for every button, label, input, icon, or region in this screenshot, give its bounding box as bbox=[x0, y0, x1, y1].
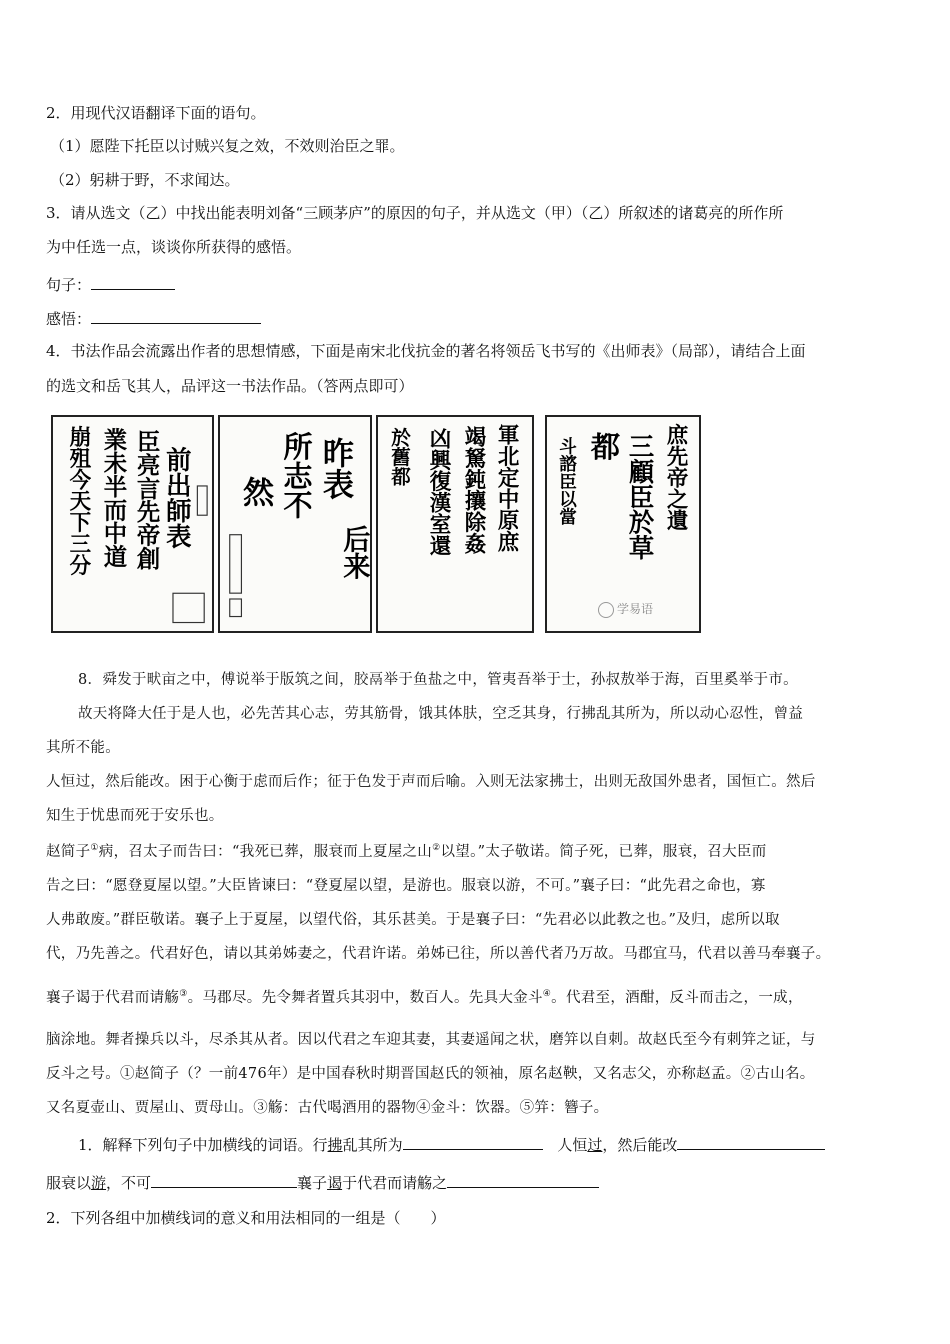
q3-sentence-label: 句子： bbox=[46, 276, 92, 294]
q8-para-3a: 人恒过，然后能改。困于心衡于虑而后作；征于色发于声而后喻。入则无法家拂士，出则无敌国外患者，国恒亡。然后 bbox=[46, 774, 816, 790]
q8-1-text: 襄子 bbox=[297, 1174, 328, 1192]
q8-para-4d: 代，乃先善之。代君好色，请以其弟姊妻之，代君许诺。弟姊已往，所以善代者乃万故。马郡宜马，代君以善马奉襄子。 bbox=[46, 946, 831, 962]
q8-para-2a: 故天将降大任于是人也，必先苦其心志，劳其筋骨，饿其体肤，空乏其身，行拂乱其所为，所以动心忍性，曾益 bbox=[78, 706, 804, 722]
calligraphy-panel-1-image bbox=[53, 417, 212, 631]
q8-text: 襄子谒于代君而请觞 bbox=[46, 990, 180, 1006]
calligraphy-3-col-3: 凶興復漢室還 bbox=[425, 427, 451, 557]
seal-stamp-2 bbox=[173, 593, 204, 622]
underlined-word: 拂 bbox=[327, 1136, 343, 1154]
calligraphy-1-col-2: 臣亮言先帝創 bbox=[132, 429, 161, 570]
q3-line-1: 3．请从选文（乙）中找出能表明刘备“三顾茅庐”的原因的句子，并从选文（甲）（乙）所叙述的诸葛亮的所作所 bbox=[46, 204, 784, 222]
calligraphy-4-col-4: 斗諮臣以當 bbox=[556, 437, 577, 525]
q2-title: 2．用现代汉语翻译下面的语句。 bbox=[46, 104, 266, 122]
q8-1-text: 乱其所为 bbox=[342, 1136, 403, 1154]
q8-para-4a bbox=[46, 842, 916, 862]
q8-para-4e bbox=[46, 988, 916, 1008]
q8-para-2b: 其所不能。 bbox=[46, 740, 120, 756]
calligraphy-2-col-2: 所志不 bbox=[278, 431, 313, 520]
q8-text: 以望。”太子敬诺。简子死，已葬，服衰，召大臣而 bbox=[440, 844, 767, 860]
calligraphy-panel-3 bbox=[376, 415, 534, 633]
q8-text: 。马郡尽。先令舞者置兵其羽中，数百人。先具大金斗 bbox=[187, 990, 543, 1006]
footnote-marker: ③ bbox=[179, 989, 188, 1000]
q2-sentence-2: （2）躬耕于野，不求闻达。 bbox=[50, 171, 240, 189]
calligraphy-2-col-4: 后来 bbox=[338, 524, 370, 580]
q8-para-3b: 知生于忧患而死于安乐也。 bbox=[46, 808, 224, 824]
calligraphy-panel-2 bbox=[218, 415, 372, 633]
q8-1-line-1 bbox=[78, 1134, 948, 1155]
calligraphy-panel-4-image bbox=[547, 417, 699, 631]
q8-para-1: 8．舜发于畎亩之中，傅说举于版筑之间，胶鬲举于鱼盐之中，管夷吾举于士，孙叔敖举于海，百里奚举于市。 bbox=[78, 672, 798, 688]
q8-para-4h: 又名夏壶山、贾屋山、贾母山。③觞：古代喝酒用的器物④金斗：饮器。⑤笄：簪子。 bbox=[46, 1100, 609, 1116]
calligraphy-panel-1 bbox=[51, 415, 214, 633]
seal-stamp-1 bbox=[197, 486, 207, 515]
q3-sentence-row bbox=[46, 274, 916, 295]
q8-1-text: 服衰以 bbox=[46, 1174, 92, 1192]
q3-sentence-blank[interactable] bbox=[91, 274, 175, 290]
q4-line-2: 的选文和岳飞其人，品评这一书法作品。（答两点即可） bbox=[46, 377, 414, 395]
q8-text: 病，召太子而告曰：“我死已葬，服衰而上夏屋之山 bbox=[98, 844, 433, 860]
underlined-word: 游 bbox=[91, 1174, 107, 1192]
seal-stamp-4 bbox=[230, 599, 242, 617]
calligraphy-panel-2-image bbox=[220, 417, 370, 631]
footnote-marker: ② bbox=[432, 843, 441, 854]
watermark bbox=[598, 600, 698, 622]
calligraphy-3-col-2: 竭駑鈍攘除姦 bbox=[461, 425, 487, 555]
footnote-marker: ① bbox=[90, 843, 99, 854]
q8-1-text: 1．解释下列句子中加横线的词语。行 bbox=[78, 1136, 328, 1154]
calligraphy-2-col-1: 昨表 bbox=[316, 437, 353, 500]
q8-text: 赵简子 bbox=[46, 844, 91, 860]
q8-para-4c: 人弗敢废。”群臣敬诺。襄子上于夏屋，以望代俗，其乐甚美。于是襄子曰：“先君必以此教之也。”及归，虑所以取 bbox=[46, 912, 780, 928]
calligraphy-2-col-3: 然 bbox=[237, 476, 274, 508]
answer-blank-1[interactable] bbox=[403, 1134, 543, 1150]
q2-sentence-1: （1）愿陛下托臣以讨贼兴复之效，不效则治臣之罪。 bbox=[50, 137, 405, 155]
footnote-marker: ④ bbox=[542, 989, 552, 1000]
calligraphy-4-col-2: 三顧臣於草 bbox=[625, 433, 656, 561]
calligraphy-4-col-1: 庶先帝之遺 bbox=[663, 423, 689, 531]
q8-2-title: 2．下列各组中加横线词的意义和用法相同的一组是（ ） bbox=[46, 1209, 446, 1227]
calligraphy-1-col-1: 前出師表 bbox=[162, 446, 193, 549]
watermark-text: 学易语 bbox=[617, 602, 654, 616]
answer-blank-4[interactable] bbox=[447, 1172, 599, 1188]
underlined-word: 谒 bbox=[327, 1174, 343, 1192]
q8-1-text: ，然后能改 bbox=[602, 1136, 678, 1154]
q8-1-text: 人恒 bbox=[557, 1136, 588, 1154]
seal-stamp-3 bbox=[230, 535, 242, 593]
calligraphy-1-col-4: 崩殂今天下三分 bbox=[65, 425, 91, 576]
watermark-logo-icon bbox=[598, 602, 614, 618]
q3-insight-blank[interactable] bbox=[91, 308, 261, 324]
q3-insight-label: 感悟： bbox=[46, 310, 92, 328]
q8-para-4g: 反斗之号。①赵简子（？一前476年）是中国春秋时期晋国赵氏的领袖，原名赵鞅，又名志父，亦称赵孟。②古山名。 bbox=[46, 1066, 815, 1082]
calligraphy-3-col-1: 軍北定中原庶 bbox=[494, 423, 520, 553]
calligraphy-4-col-3: 都 bbox=[586, 431, 621, 461]
underlined-word: 过 bbox=[587, 1136, 603, 1154]
q4-line-1: 4．书法作品会流露出作者的思想情感，下面是南宋北伐抗金的著名将领岳飞书写的《出师表》（局部），请结合上面 bbox=[46, 342, 806, 360]
q8-1-text: ，不可 bbox=[106, 1174, 152, 1192]
q8-para-4b: 告之曰：“愿登夏屋以望。”大臣皆谏曰：“登夏屋以望，是游也。服衰以游，不可。”襄子曰：“此先君之命也，寡 bbox=[46, 878, 766, 894]
calligraphy-panel-3-image bbox=[378, 417, 532, 631]
q8-text: 。代君至，酒酣，反斗而击之，一成， bbox=[551, 990, 803, 1006]
calligraphy-1-col-3: 業未半而中道 bbox=[99, 427, 128, 568]
q8-1-line-2 bbox=[46, 1172, 916, 1193]
calligraphy-3-col-4: 於舊都 bbox=[387, 427, 411, 486]
q8-1-text: 于代君而请觞之 bbox=[342, 1174, 448, 1192]
q3-insight-row bbox=[46, 308, 916, 329]
answer-blank-3[interactable] bbox=[151, 1172, 297, 1188]
q3-line-2: 为中任选一点，谈谈你所获得的感悟。 bbox=[46, 238, 302, 256]
answer-blank-2[interactable] bbox=[677, 1134, 825, 1150]
q8-para-4f: 脑涂地。舞者操兵以斗，尽杀其从者。因以代君之车迎其妻，其妻遥闻之状，磨笄以自刺。故赵氏至今有刺笄之证，与 bbox=[46, 1032, 816, 1048]
